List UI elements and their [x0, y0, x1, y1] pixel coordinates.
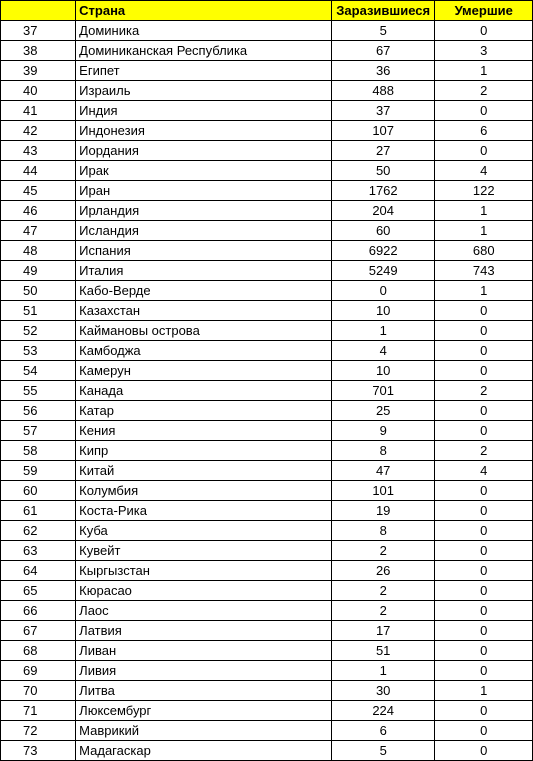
table-row — [1, 401, 533, 421]
row-index: 39 — [1, 61, 76, 81]
table-row — [1, 301, 533, 321]
deaths-value: 4 — [435, 461, 533, 481]
row-index: 41 — [1, 101, 76, 121]
deaths-value: 0 — [435, 361, 533, 381]
row-index: 68 — [1, 641, 76, 661]
country-name: Доминиканская Республика — [76, 41, 332, 61]
table-row — [1, 41, 533, 61]
country-name: Люксембург — [76, 701, 332, 721]
cases-value: 50 — [331, 161, 435, 181]
country-name: Индонезия — [76, 121, 332, 141]
row-index: 60 — [1, 481, 76, 501]
cases-value: 60 — [331, 221, 435, 241]
deaths-value: 0 — [435, 321, 533, 341]
table-row — [1, 621, 533, 641]
deaths-value: 1 — [435, 281, 533, 301]
country-name: Камерун — [76, 361, 332, 381]
country-name: Кюрасао — [76, 581, 332, 601]
cases-value: 6922 — [331, 241, 435, 261]
country-name: Литва — [76, 681, 332, 701]
table-row — [1, 21, 533, 41]
row-index: 67 — [1, 621, 76, 641]
country-name: Египет — [76, 61, 332, 81]
cases-value: 8 — [331, 441, 435, 461]
country-name: Доминика — [76, 21, 332, 41]
table-row — [1, 581, 533, 601]
cases-value: 1 — [331, 321, 435, 341]
country-name: Ирландия — [76, 201, 332, 221]
country-name: Израиль — [76, 81, 332, 101]
country-name: Лаос — [76, 601, 332, 621]
table-row — [1, 161, 533, 181]
cases-value: 51 — [331, 641, 435, 661]
deaths-value: 0 — [435, 401, 533, 421]
row-index: 65 — [1, 581, 76, 601]
cases-value: 701 — [331, 381, 435, 401]
deaths-value: 0 — [435, 341, 533, 361]
country-name: Кувейт — [76, 541, 332, 561]
row-index: 45 — [1, 181, 76, 201]
row-index: 52 — [1, 321, 76, 341]
deaths-value: 0 — [435, 421, 533, 441]
country-name: Каймановы острова — [76, 321, 332, 341]
row-index: 62 — [1, 521, 76, 541]
deaths-value: 0 — [435, 561, 533, 581]
table-row — [1, 181, 533, 201]
table-row — [1, 321, 533, 341]
header-row — [1, 1, 533, 21]
table-row — [1, 641, 533, 661]
country-name: Катар — [76, 401, 332, 421]
country-name: Индия — [76, 101, 332, 121]
row-index: 58 — [1, 441, 76, 461]
cases-value: 47 — [331, 461, 435, 481]
table-row — [1, 421, 533, 441]
row-index: 48 — [1, 241, 76, 261]
deaths-value: 3 — [435, 41, 533, 61]
deaths-value: 2 — [435, 441, 533, 461]
country-name: Куба — [76, 521, 332, 541]
deaths-value: 6 — [435, 121, 533, 141]
row-index: 38 — [1, 41, 76, 61]
deaths-value: 0 — [435, 601, 533, 621]
row-index: 43 — [1, 141, 76, 161]
row-index: 57 — [1, 421, 76, 441]
country-name: Колумбия — [76, 481, 332, 501]
deaths-value: 1 — [435, 681, 533, 701]
cases-value: 8 — [331, 521, 435, 541]
header-deaths: Умершие — [435, 1, 533, 21]
country-name: Коста-Рика — [76, 501, 332, 521]
country-name: Иордания — [76, 141, 332, 161]
deaths-value: 122 — [435, 181, 533, 201]
deaths-value: 0 — [435, 721, 533, 741]
table-row — [1, 261, 533, 281]
row-index: 71 — [1, 701, 76, 721]
table-row — [1, 601, 533, 621]
row-index: 53 — [1, 341, 76, 361]
table-row — [1, 461, 533, 481]
cases-value: 1762 — [331, 181, 435, 201]
cases-value: 5 — [331, 21, 435, 41]
cases-value: 26 — [331, 561, 435, 581]
table-row — [1, 501, 533, 521]
cases-value: 9 — [331, 421, 435, 441]
table-row — [1, 381, 533, 401]
row-index: 55 — [1, 381, 76, 401]
table-row — [1, 561, 533, 581]
cases-value: 224 — [331, 701, 435, 721]
cases-value: 36 — [331, 61, 435, 81]
cases-value: 25 — [331, 401, 435, 421]
row-index: 73 — [1, 741, 76, 761]
table-row — [1, 701, 533, 721]
deaths-value: 743 — [435, 261, 533, 281]
country-name: Испания — [76, 241, 332, 261]
deaths-value: 0 — [435, 741, 533, 761]
deaths-value: 0 — [435, 641, 533, 661]
deaths-value: 0 — [435, 541, 533, 561]
row-index: 56 — [1, 401, 76, 421]
row-index: 37 — [1, 21, 76, 41]
table-body — [1, 21, 533, 761]
row-index: 47 — [1, 221, 76, 241]
table-row — [1, 481, 533, 501]
row-index: 63 — [1, 541, 76, 561]
deaths-value: 2 — [435, 381, 533, 401]
table-row — [1, 101, 533, 121]
country-name: Канада — [76, 381, 332, 401]
row-index: 50 — [1, 281, 76, 301]
cases-value: 488 — [331, 81, 435, 101]
deaths-value: 0 — [435, 581, 533, 601]
country-name: Кипр — [76, 441, 332, 461]
deaths-value: 1 — [435, 201, 533, 221]
table-header — [1, 1, 533, 21]
country-name: Исландия — [76, 221, 332, 241]
cases-value: 10 — [331, 361, 435, 381]
deaths-value: 4 — [435, 161, 533, 181]
table-row — [1, 441, 533, 461]
table-row — [1, 81, 533, 101]
deaths-value: 1 — [435, 61, 533, 81]
row-index: 59 — [1, 461, 76, 481]
table-row — [1, 141, 533, 161]
country-name: Кыргызстан — [76, 561, 332, 581]
row-index: 66 — [1, 601, 76, 621]
cases-value: 30 — [331, 681, 435, 701]
deaths-value: 0 — [435, 621, 533, 641]
row-index: 61 — [1, 501, 76, 521]
cases-value: 67 — [331, 41, 435, 61]
table-row — [1, 221, 533, 241]
cases-value: 10 — [331, 301, 435, 321]
country-name: Мадагаскар — [76, 741, 332, 761]
cases-value: 2 — [331, 601, 435, 621]
deaths-value: 1 — [435, 221, 533, 241]
country-name: Ирак — [76, 161, 332, 181]
row-index: 42 — [1, 121, 76, 141]
row-index: 69 — [1, 661, 76, 681]
cases-value: 2 — [331, 541, 435, 561]
deaths-value: 0 — [435, 101, 533, 121]
country-name: Китай — [76, 461, 332, 481]
deaths-value: 0 — [435, 481, 533, 501]
country-name: Казахстан — [76, 301, 332, 321]
deaths-value: 0 — [435, 21, 533, 41]
country-name: Кения — [76, 421, 332, 441]
country-name: Камбоджа — [76, 341, 332, 361]
cases-value: 107 — [331, 121, 435, 141]
cases-value: 204 — [331, 201, 435, 221]
row-index: 64 — [1, 561, 76, 581]
country-name: Латвия — [76, 621, 332, 641]
cases-value: 5249 — [331, 261, 435, 281]
row-index: 49 — [1, 261, 76, 281]
table-row — [1, 201, 533, 221]
row-index: 51 — [1, 301, 76, 321]
cases-value: 2 — [331, 581, 435, 601]
country-name: Кабо-Верде — [76, 281, 332, 301]
country-name: Италия — [76, 261, 332, 281]
cases-value: 27 — [331, 141, 435, 161]
table-row — [1, 361, 533, 381]
country-name: Маврикий — [76, 721, 332, 741]
row-index: 54 — [1, 361, 76, 381]
table-row — [1, 521, 533, 541]
header-index — [1, 1, 76, 21]
table-row — [1, 281, 533, 301]
cases-value: 101 — [331, 481, 435, 501]
deaths-value: 0 — [435, 701, 533, 721]
table-row — [1, 61, 533, 81]
deaths-value: 0 — [435, 141, 533, 161]
cases-value: 5 — [331, 741, 435, 761]
deaths-value: 0 — [435, 501, 533, 521]
deaths-value: 2 — [435, 81, 533, 101]
table-row — [1, 341, 533, 361]
cases-value: 4 — [331, 341, 435, 361]
deaths-value: 0 — [435, 301, 533, 321]
header-country: Страна — [76, 1, 332, 21]
table-row — [1, 661, 533, 681]
cases-value: 6 — [331, 721, 435, 741]
cases-value: 1 — [331, 661, 435, 681]
row-index: 70 — [1, 681, 76, 701]
country-name: Ливан — [76, 641, 332, 661]
cases-value: 0 — [331, 281, 435, 301]
deaths-value: 680 — [435, 241, 533, 261]
country-name: Ливия — [76, 661, 332, 681]
table-row — [1, 681, 533, 701]
row-index: 46 — [1, 201, 76, 221]
row-index: 72 — [1, 721, 76, 741]
row-index: 44 — [1, 161, 76, 181]
table-row — [1, 121, 533, 141]
deaths-value: 0 — [435, 521, 533, 541]
header-cases: Заразившиеся — [331, 1, 435, 21]
cases-value: 19 — [331, 501, 435, 521]
country-name: Иран — [76, 181, 332, 201]
table-row — [1, 541, 533, 561]
table-row — [1, 721, 533, 741]
row-index: 40 — [1, 81, 76, 101]
cases-value: 17 — [331, 621, 435, 641]
deaths-value: 0 — [435, 661, 533, 681]
table-row — [1, 241, 533, 261]
cases-value: 37 — [331, 101, 435, 121]
